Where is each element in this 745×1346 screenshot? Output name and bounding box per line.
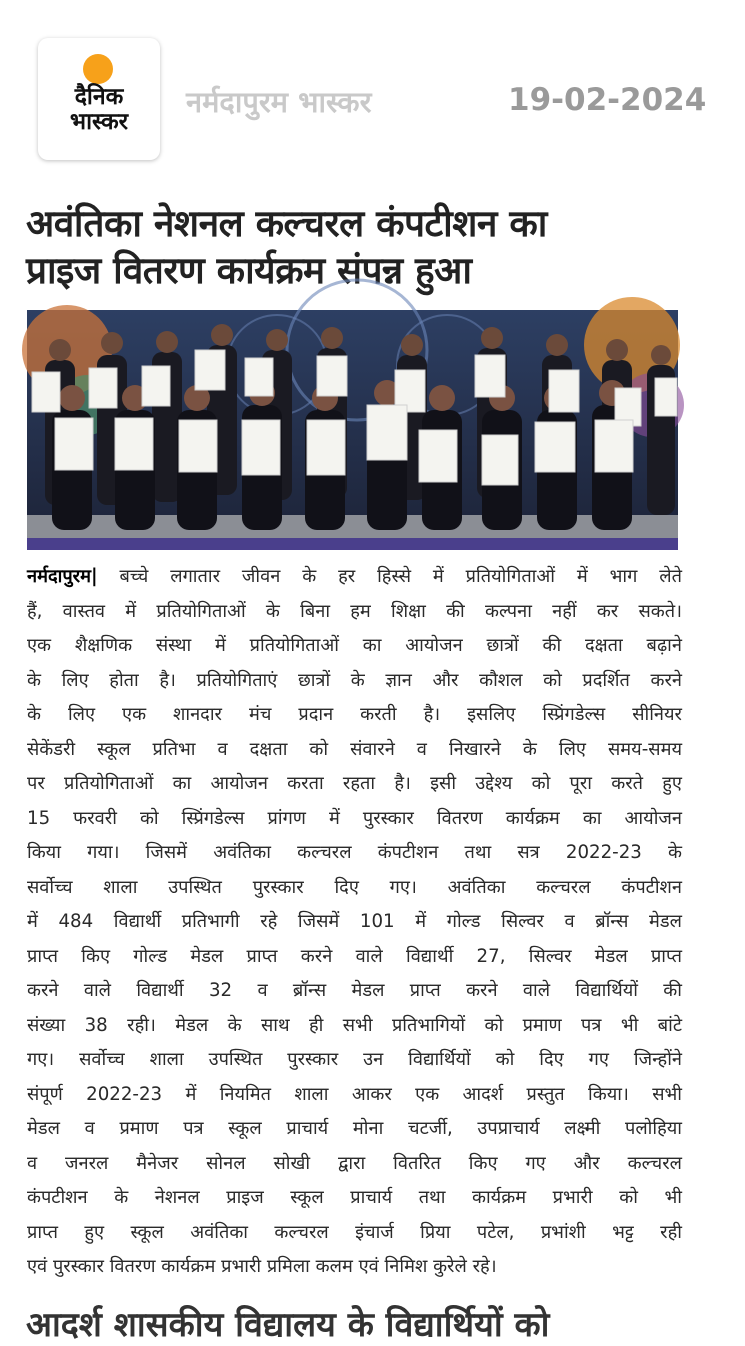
article-line: गए। सर्वोच्च शाला उपस्थित पुरस्कार उन विद्यार्थियों को दिए गए जिन्होंने (27, 1049, 682, 1070)
article-line: प्राप्त किए गोल्ड मेडल प्राप्त करने वाले विद्यार्थी 27, सिल्वर मेडल प्राप्त (27, 945, 682, 967)
article-photo (27, 310, 678, 550)
article-line: संपूर्ण 2022-23 में नियमित शाला आकर एक आदर्श प्रस्तुत किया। सभी (27, 1083, 682, 1105)
headline-line-2: प्राइज वितरण कार्यक्रम संपन्न हुआ (26, 249, 472, 292)
dainik-bhaskar-logo (38, 38, 160, 160)
article-line: व जनरल मैनेजर सोनल सोखी द्वारा वितरित किए गए और कल्चरल (27, 1152, 682, 1174)
article-line: करने वाले विद्यार्थी 32 व ब्रॉन्स मेडल प्राप्त करने वाले विद्यार्थियों की (27, 980, 682, 1001)
article-line: पर प्रतियोगिताओं का आयोजन करता रहता है। इसी उद्देश्य को पूरा करते हुए (27, 773, 682, 794)
article-line: सर्वोच्च शाला उपस्थित पुरस्कार दिए गए। अवंतिका कल्चरल कंपटीशन (27, 876, 682, 898)
logo-text-line1: दैनिक (74, 84, 124, 110)
article-body (27, 560, 682, 1285)
article-line: के लिए होता है। प्रतियोगिताएं छात्रों के ज्ञान और कौशल को प्रदर्शित करने (27, 669, 682, 691)
article-line: नर्मदापुरम| बच्चे लगातार जीवन के हर हिस्से में प्रतियोगिताओं में भाग लेते (27, 566, 682, 587)
edition-name: नर्मदापुरम भास्कर (186, 85, 372, 119)
logo-text-line2: भास्कर (69, 109, 129, 135)
next-article-headline-fragment: आदर्श शासकीय विद्यालय के विद्यार्थियों को (26, 1305, 550, 1345)
headline-line-1: अवंतिका नेशनल कल्चरल कंपटीशन का (26, 202, 547, 245)
article-line: एवं पुरस्कार वितरण कार्यक्रम प्रभारी प्रमिला कलम एवं निमिश कुरेले रहे। (27, 1256, 497, 1277)
article-line: एक शैक्षणिक संस्था में प्रतियोगिताओं का आयोजन छात्रों की दक्षता बढ़ाने (27, 635, 682, 656)
article-line: प्राप्त हुए स्कूल अवंतिका कल्चरल इंचार्ज प्रिया पटेल, प्रभांशी भट्ट रही (27, 1221, 682, 1243)
article-line: हैं, वास्तव में प्रतियोगिताओं के बिना हम शिक्षा की कल्पना नहीं कर सकते। (27, 600, 682, 622)
dateline: नर्मदापुरम| (27, 566, 98, 587)
article-line: मेडल व प्रमाण पत्र स्कूल प्राचार्य मोना चटर्जी, उपप्राचार्य लक्ष्मी पलोहिया (27, 1118, 682, 1139)
article-line: संख्या 38 रही। मेडल के साथ ही सभी प्रतिभागियों को प्रमाण पत्र भी बांटे (27, 1014, 682, 1036)
article-line: किया गया। जिसमें अवंतिका कल्चरल कंपटीशन तथा सत्र 2022-23 के (27, 842, 682, 863)
students-holding-certificates-photo (27, 310, 678, 550)
article-line: में 484 विद्यार्थी प्रतिभागी रहे जिसमें 101 में गोल्ड सिल्वर व ब्रॉन्स मेडल (27, 911, 682, 932)
article-line: सेकेंडरी स्कूल प्रतिभा व दक्षता को संवारने व निखारने के लिए समय-समय (27, 738, 682, 760)
sun-icon (83, 54, 113, 84)
article-line: के लिए एक शानदार मंच प्रदान करती है। इसलिए स्प्रिंगडेल्स सीनियर (27, 704, 682, 725)
publication-date: 19-02-2024 (508, 82, 707, 118)
article-line: 15 फरवरी को स्प्रिंगडेल्स प्रांगण में पुरस्कार वितरण कार्यक्रम का आयोजन (27, 807, 682, 829)
article-line: कंपटीशन के नेशनल प्राइज स्कूल प्राचार्य तथा कार्यक्रम प्रभारी को भी (27, 1187, 682, 1208)
newspaper-header (0, 0, 745, 180)
